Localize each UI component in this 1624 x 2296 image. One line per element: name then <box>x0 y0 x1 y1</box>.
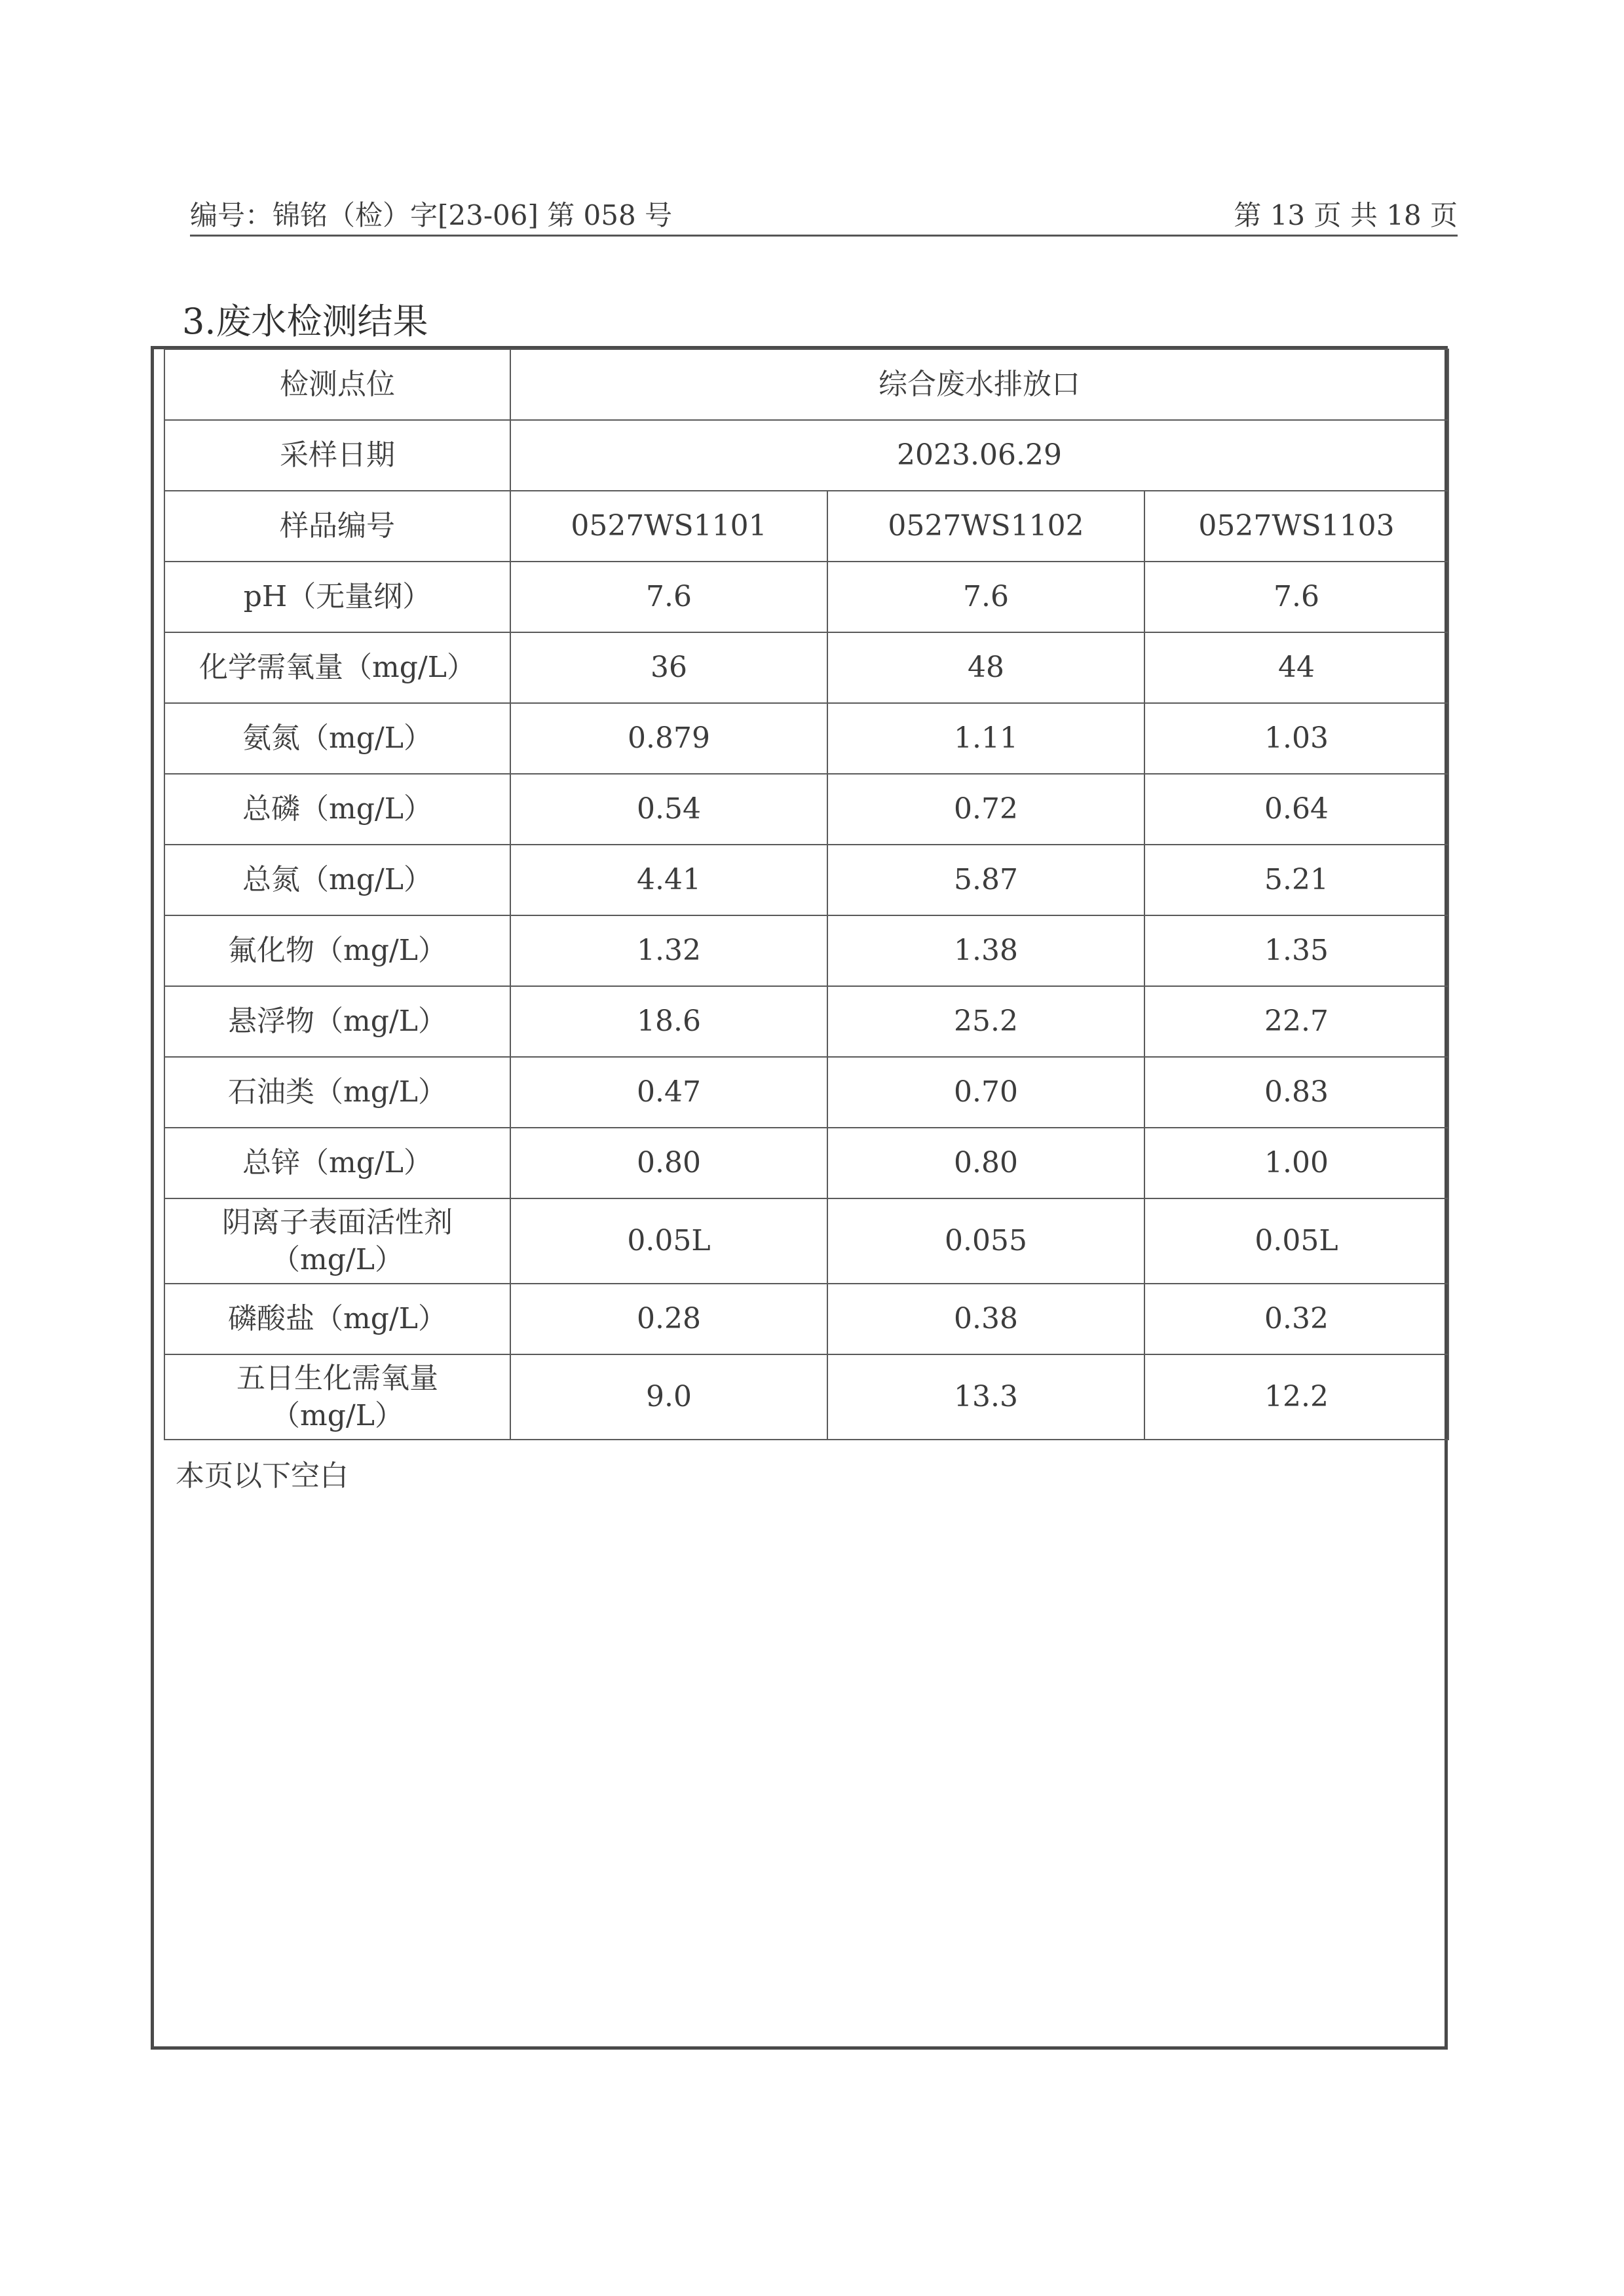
parameter-name: 氟化物（mg/L） <box>164 915 510 986</box>
result-value: 0.70 <box>827 1057 1144 1128</box>
table-row <box>164 1128 1448 1198</box>
result-value: 0.879 <box>510 703 827 774</box>
table-row <box>164 986 1448 1057</box>
document-number: 编号：锦铭（检）字[23-06] 第 058 号 <box>190 199 673 231</box>
result-value: 12.2 <box>1144 1354 1448 1440</box>
result-value: 4.41 <box>510 845 827 915</box>
parameter-name: 化学需氧量（mg/L） <box>164 632 510 703</box>
parameter-name: 总锌（mg/L） <box>164 1128 510 1198</box>
result-value: 5.87 <box>827 845 1144 915</box>
result-value: 0.64 <box>1144 774 1448 845</box>
result-value: 48 <box>827 632 1144 703</box>
result-value: 7.6 <box>827 562 1144 632</box>
sample-row <box>164 491 1448 562</box>
results-table <box>164 349 1449 1440</box>
date-value: 2023.06.29 <box>510 420 1448 491</box>
table-row <box>164 562 1448 632</box>
result-value: 13.3 <box>827 1354 1144 1440</box>
result-value: 0.72 <box>827 774 1144 845</box>
result-value: 1.35 <box>1144 915 1448 986</box>
section-title: 3.废水检测结果 <box>182 301 428 342</box>
result-value: 0.83 <box>1144 1057 1448 1128</box>
table-row <box>164 703 1448 774</box>
sample-id: 0527WS1101 <box>510 491 827 562</box>
result-value: 1.03 <box>1144 703 1448 774</box>
table-row <box>164 1354 1448 1440</box>
table-row <box>164 1284 1448 1354</box>
result-value: 25.2 <box>827 986 1144 1057</box>
result-value: 0.05L <box>1144 1198 1448 1284</box>
result-value: 1.32 <box>510 915 827 986</box>
result-value: 0.54 <box>510 774 827 845</box>
sample-id: 0527WS1103 <box>1144 491 1448 562</box>
page-header <box>190 189 1458 237</box>
result-value: 0.38 <box>827 1284 1144 1354</box>
result-value: 44 <box>1144 632 1448 703</box>
result-value: 22.7 <box>1144 986 1448 1057</box>
table-row <box>164 632 1448 703</box>
result-value: 0.05L <box>510 1198 827 1284</box>
location-label: 检测点位 <box>164 349 510 420</box>
result-value: 0.28 <box>510 1284 827 1354</box>
result-value: 36 <box>510 632 827 703</box>
result-value: 1.11 <box>827 703 1144 774</box>
result-value: 1.38 <box>827 915 1144 986</box>
parameter-name: pH（无量纲） <box>164 562 510 632</box>
sample-label: 样品编号 <box>164 491 510 562</box>
date-row <box>164 420 1448 491</box>
result-value: 7.6 <box>1144 562 1448 632</box>
table-row <box>164 845 1448 915</box>
sample-id: 0527WS1102 <box>827 491 1144 562</box>
location-row <box>164 349 1448 420</box>
result-value: 0.32 <box>1144 1284 1448 1354</box>
parameter-name: 总磷（mg/L） <box>164 774 510 845</box>
result-value: 18.6 <box>510 986 827 1057</box>
parameter-name: 五日生化需氧量 （mg/L） <box>164 1354 510 1440</box>
parameter-name: 氨氮（mg/L） <box>164 703 510 774</box>
result-value: 7.6 <box>510 562 827 632</box>
table-row <box>164 1057 1448 1128</box>
parameter-name: 阴离子表面活性剂 （mg/L） <box>164 1198 510 1284</box>
result-value: 5.21 <box>1144 845 1448 915</box>
date-label: 采样日期 <box>164 420 510 491</box>
page-number: 第 13 页 共 18 页 <box>1234 199 1458 231</box>
table-row <box>164 915 1448 986</box>
table-row <box>164 1198 1448 1284</box>
blank-note: 本页以下空白 <box>176 1459 349 1493</box>
parameter-name: 总氮（mg/L） <box>164 845 510 915</box>
result-value: 0.80 <box>510 1128 827 1198</box>
result-value: 0.47 <box>510 1057 827 1128</box>
result-value: 0.80 <box>827 1128 1144 1198</box>
table-row <box>164 774 1448 845</box>
result-value: 9.0 <box>510 1354 827 1440</box>
result-value: 1.00 <box>1144 1128 1448 1198</box>
location-value: 综合废水排放口 <box>510 349 1448 420</box>
result-value: 0.055 <box>827 1198 1144 1284</box>
parameter-name: 悬浮物（mg/L） <box>164 986 510 1057</box>
parameter-name: 石油类（mg/L） <box>164 1057 510 1128</box>
parameter-name: 磷酸盐（mg/L） <box>164 1284 510 1354</box>
